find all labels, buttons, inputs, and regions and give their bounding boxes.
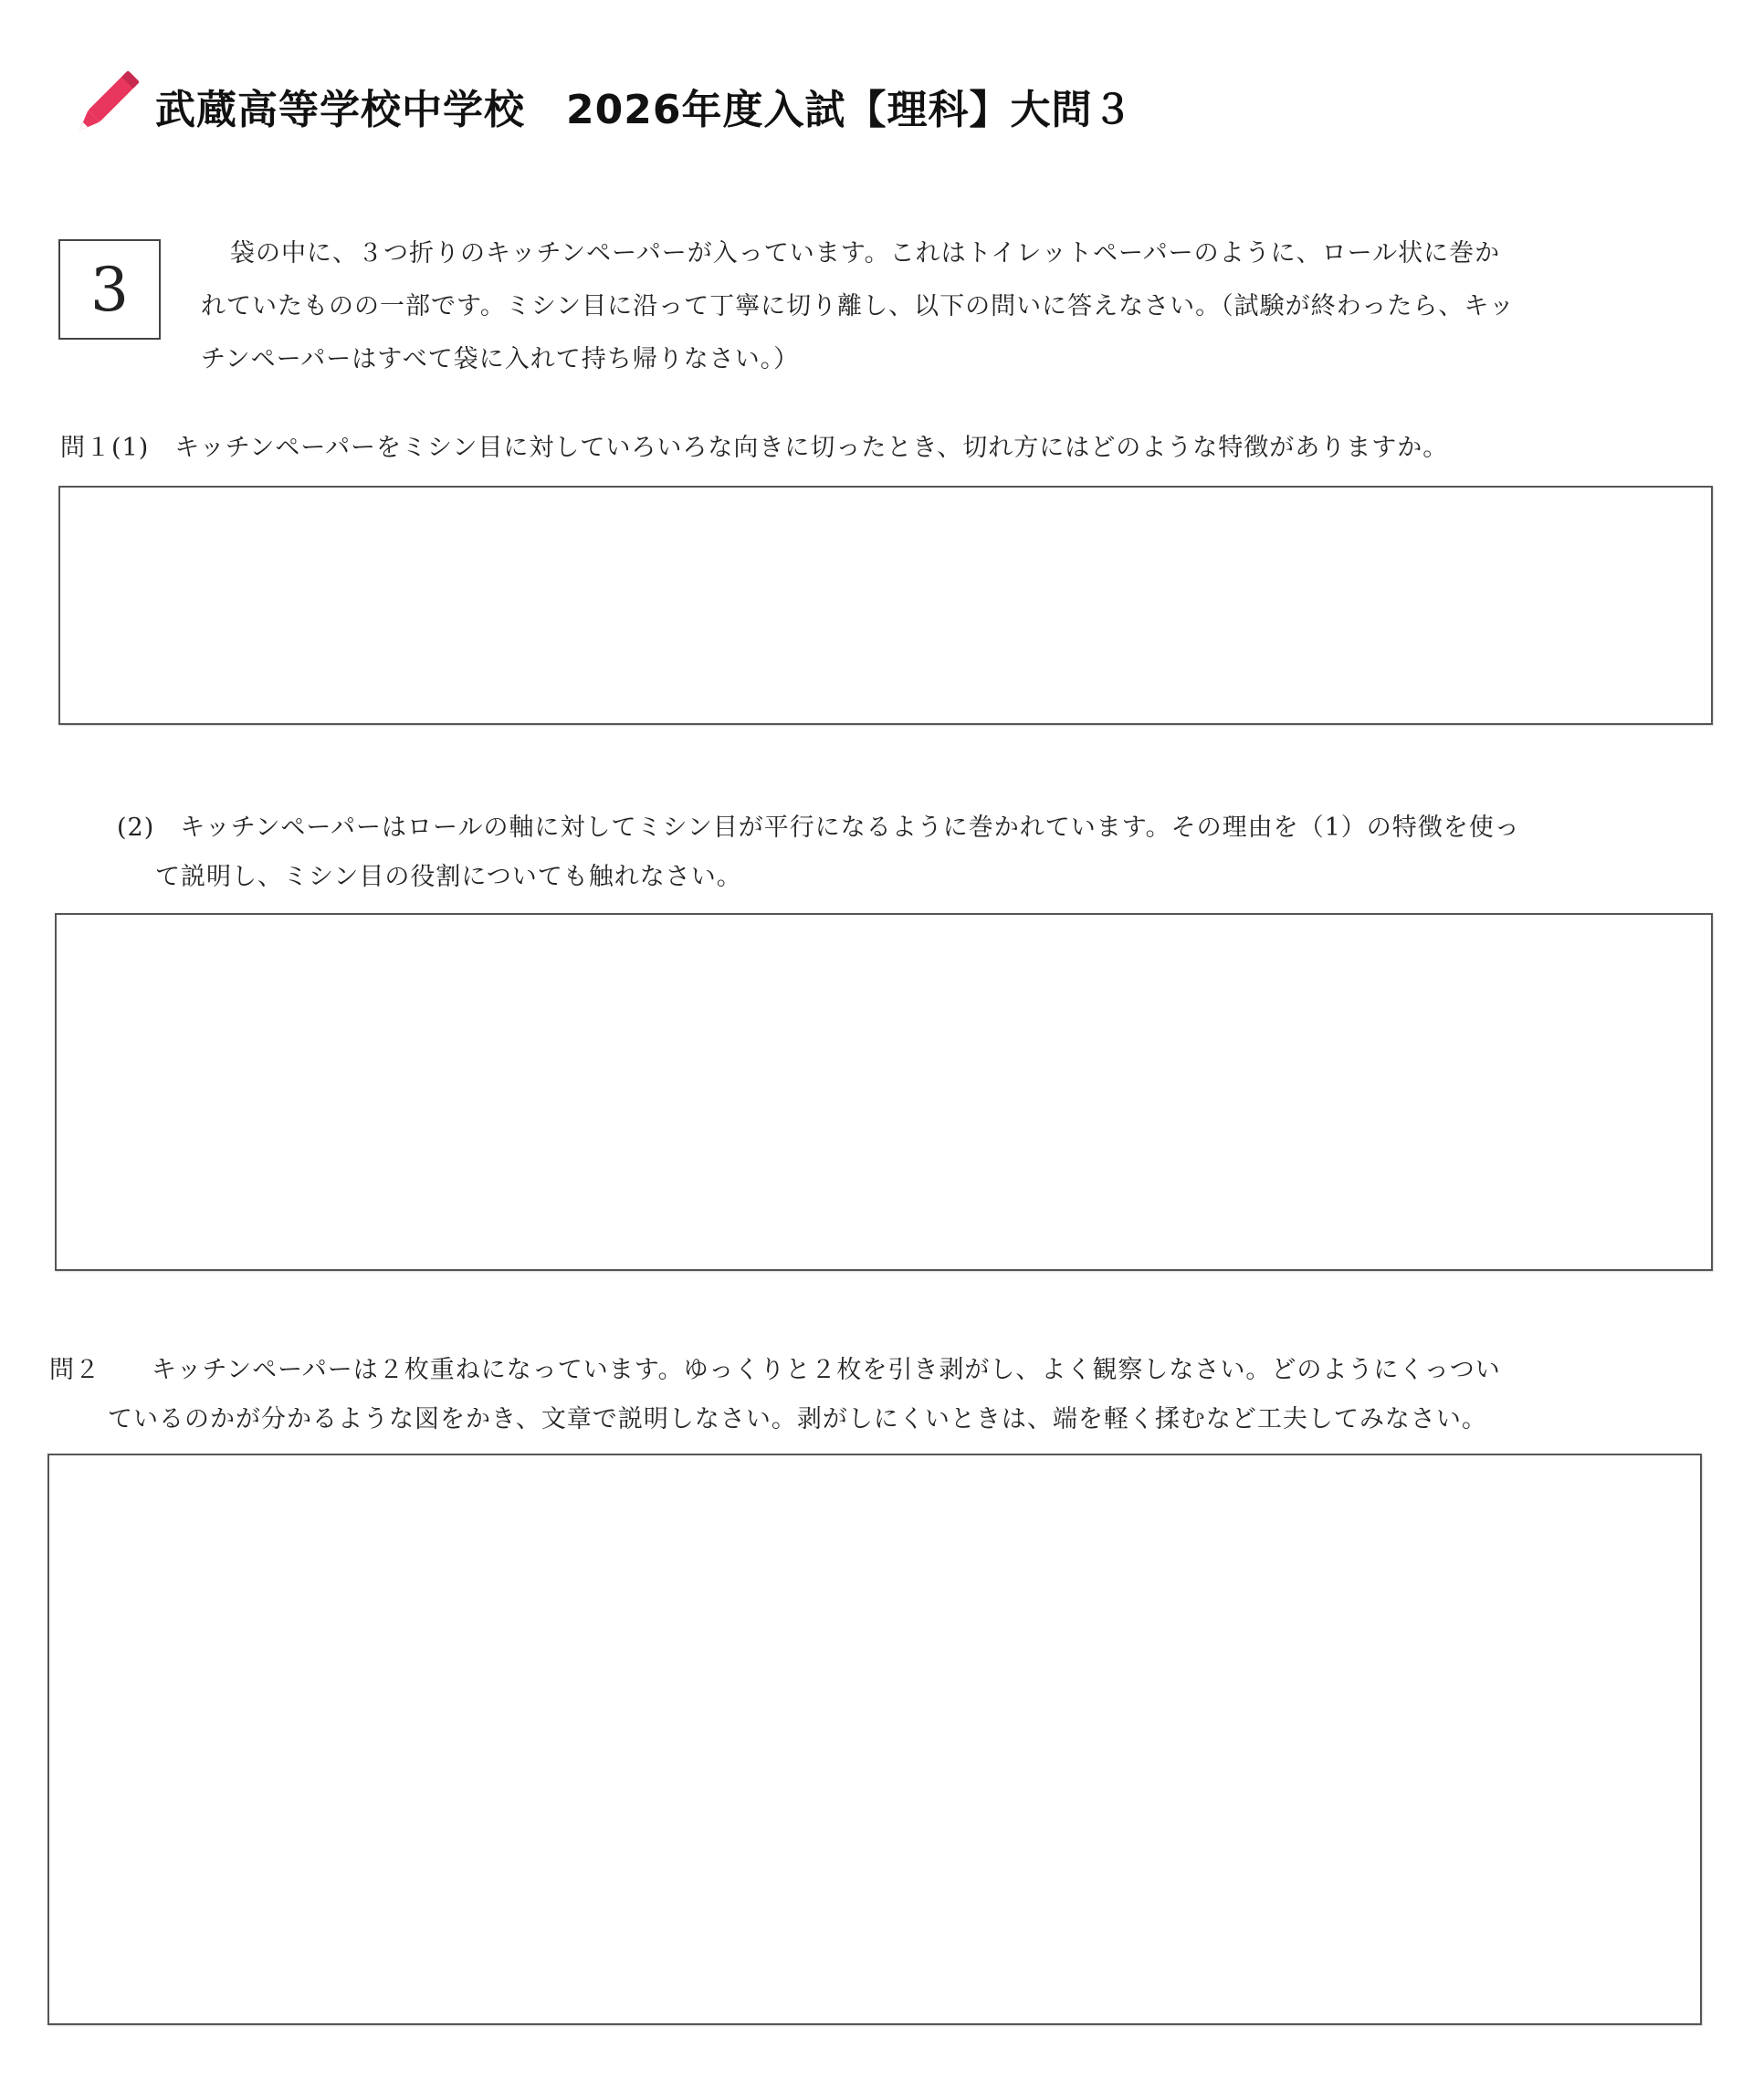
question-number: 3 [90, 254, 129, 325]
question-1-1-text: 問１(1) キッチンペーパーをミシン目に対していろいろな向きに切ったとき、切れ方にはどのような特徴がありますか。 [60, 434, 1449, 462]
pencil-icon [68, 68, 141, 144]
answer-box-q2[interactable] [47, 1454, 1702, 2025]
question-2-line-1: 問２ キッチンペーパーは２枚重ねになっています。ゆっくりと２枚を引き剥がし、よく観察しなさい。どのようにくっつい [49, 1356, 1501, 1384]
answer-box-q1-1[interactable] [58, 486, 1713, 725]
question-1-2-line-2: て説明し、ミシン目の役割についても触れなさい。 [155, 863, 742, 891]
question-1-2-line-1: (2) キッチンペーパーはロールの軸に対してミシン目が平行になるように巻かれています。その理由を（1）の特徴を使っ [117, 814, 1520, 842]
page-header [68, 60, 1133, 152]
answer-box-q1-2[interactable] [55, 913, 1713, 1271]
question-number-box [58, 239, 161, 340]
question-2-line-2: ているのかが分かるような図をかき、文章で説明しなさい。剥がしにくいときは、端を軽く揉むなど工夫してみなさい。 [108, 1405, 1487, 1433]
intro-line-3: チンペーパーはすべて袋に入れて持ち帰りなさい。） [201, 345, 800, 373]
intro-line-1: 袋の中に、３つ折りのキッチンペーパーが入っています。これはトイレットペーパーのように、ロール状に巻か [230, 239, 1501, 268]
intro-line-2: れていたものの一部です。ミシン目に沿って丁寧に切り離し、以下の問いに答えなさい。（試験が終わったら、キッ [201, 292, 1515, 320]
page-title: 武蔵高等学校中学校 2026年度入試【理科】大問３ [155, 87, 1134, 133]
